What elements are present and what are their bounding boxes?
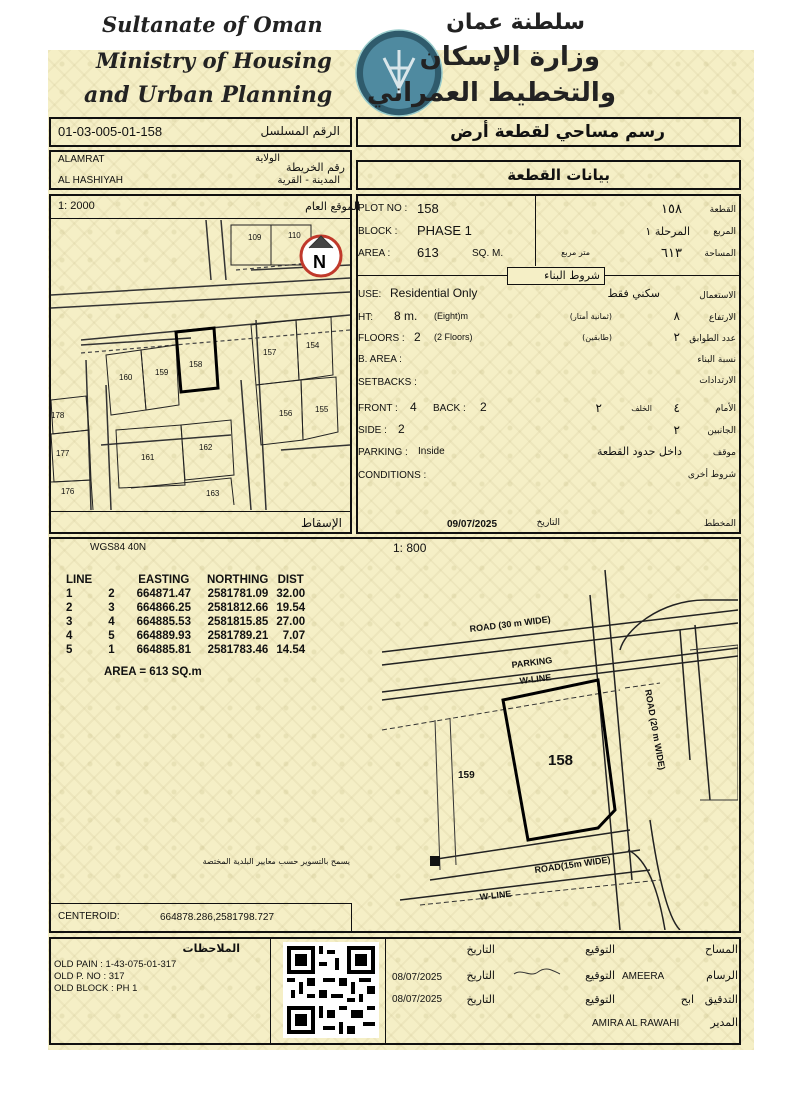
road-bottom-label: ROAD(15m WIDE) xyxy=(533,854,612,875)
parking-label-map: PARKING xyxy=(511,655,553,670)
coord-from: 2 xyxy=(66,602,73,614)
svg-text:154: 154 xyxy=(306,341,320,350)
key-plan-map xyxy=(51,220,350,510)
front-ar-value: ٤ xyxy=(673,401,680,415)
coord-header-northing: NORTHING xyxy=(206,574,269,586)
serial-label: الرقم المسلسل xyxy=(260,124,340,138)
surveyor-label: المساح xyxy=(704,943,738,956)
wilayat-label: الولاية xyxy=(255,153,280,164)
building-conditions-title: شروط البناء xyxy=(544,269,600,282)
coord-row xyxy=(62,629,309,643)
side-ar-value: ٢ xyxy=(673,423,680,437)
coord-to: 3 xyxy=(108,602,115,614)
draftsman-value: AMEERA xyxy=(622,971,665,982)
block-label: BLOCK : xyxy=(358,226,398,237)
map-no-label: رقم الخريطة xyxy=(286,161,345,174)
centeroid-side xyxy=(351,903,352,931)
main-plot-number: 158 xyxy=(548,752,574,769)
block-ar-label: المربع xyxy=(713,227,736,237)
surveyor-signature-label: التوقيع xyxy=(585,943,615,956)
checker-signature-label: التوقيع xyxy=(585,993,615,1006)
header-ar-line3: والتخطيط العمراني xyxy=(367,78,616,108)
draftsman-date-label: التاريخ xyxy=(466,969,495,982)
projection-value: WGS84 40N xyxy=(90,542,147,553)
area-unit: SQ. M. xyxy=(472,248,504,259)
remarks-title: الملاحظات xyxy=(182,942,240,955)
height-words: (Eight)m xyxy=(434,311,469,321)
checker-label: التدقيق xyxy=(704,993,738,1006)
header-en-line1: Sultanate of Oman xyxy=(102,12,323,37)
svg-text:178: 178 xyxy=(51,411,65,420)
qr-divider xyxy=(385,939,386,1043)
coord-easting: 664889.93 xyxy=(136,630,191,642)
svg-text:177: 177 xyxy=(56,449,70,458)
setbacks-label: SETBACKS : xyxy=(358,377,417,388)
centeroid-value: 664878.286,2581798.727 xyxy=(160,912,275,923)
coord-header-dist: DIST xyxy=(277,574,304,586)
floors-ar-label: عدد الطوابق xyxy=(689,334,736,344)
svg-text:162: 162 xyxy=(199,443,213,452)
main-site-plan xyxy=(360,560,738,930)
north-letter: N xyxy=(313,252,326,272)
coord-easting: 664885.53 xyxy=(136,616,191,628)
w-line-bottom-label: W-LINE xyxy=(479,888,512,902)
centeroid-divider xyxy=(51,903,351,904)
height-ar-value: ٨ xyxy=(673,309,680,323)
coord-header-easting: EASTING xyxy=(138,574,190,586)
key-plan-footer-divider xyxy=(51,511,350,512)
header-ar-line2: وزارة الإسكان xyxy=(419,42,600,72)
coord-easting: 664871.47 xyxy=(136,588,191,600)
use-ar-label: الاستعمال xyxy=(699,291,736,301)
director-value: AMIRA AL RAWAHI xyxy=(592,1018,680,1029)
coord-header-blank xyxy=(96,573,118,587)
front-ar-label: الأمام xyxy=(715,404,736,414)
back-ar-label: الخلف xyxy=(631,404,652,413)
draftsman-signature-label: التوقيع xyxy=(585,969,615,982)
coord-from: 5 xyxy=(66,644,73,656)
planner-label: المخطط xyxy=(703,519,736,529)
coord-row xyxy=(62,587,309,601)
checker-date: 08/07/2025 xyxy=(392,994,443,1005)
key-plan-header-divider xyxy=(51,218,350,219)
b-area-label: B. AREA : xyxy=(358,354,402,365)
plot-data-title: بيانات القطعة xyxy=(507,166,610,184)
svg-text:110: 110 xyxy=(288,231,301,240)
document-title: رسم مساحي لقطعة أرض xyxy=(450,122,665,142)
checker-value: ابح xyxy=(680,993,694,1006)
parking-value: Inside xyxy=(418,446,445,457)
checker-date-label: التاريخ xyxy=(466,993,495,1006)
parking-label: PARKING : xyxy=(358,447,408,458)
parking-ar-label: موقف xyxy=(712,448,736,458)
parking-ar-value: داخل حدود القطعة xyxy=(596,445,682,458)
coord-dist: 32.00 xyxy=(276,588,306,600)
svg-text:176: 176 xyxy=(61,487,75,496)
draftsman-signature-mark xyxy=(512,966,562,980)
remarks-line2: OLD P. NO : 317 xyxy=(54,971,125,982)
town-label: المدينة - القرية xyxy=(277,175,340,186)
area-ar-unit: متر مربع xyxy=(561,248,590,257)
w-line-top-label: W-LINE xyxy=(519,672,552,686)
use-value: Residential Only xyxy=(390,286,478,300)
coordinates-table xyxy=(62,573,309,657)
director-label: المدير xyxy=(710,1016,738,1029)
coord-northing: 2581815.85 xyxy=(207,616,269,628)
svg-text:159: 159 xyxy=(155,368,169,377)
coord-dist: 27.00 xyxy=(276,616,306,628)
svg-text:160: 160 xyxy=(119,373,133,382)
svg-text:163: 163 xyxy=(206,489,220,498)
block-ar-value: المرحلة ١ xyxy=(645,225,690,238)
centeroid-label: CENTEROID: xyxy=(58,911,120,922)
coord-to: 2 xyxy=(108,588,115,600)
floors-value: 2 xyxy=(414,330,421,344)
plot-no-ar-value: ١٥٨ xyxy=(661,202,682,217)
key-plan-scale: 1: 2000 xyxy=(58,200,95,212)
height-ar-words: (ثمانية أمتار) xyxy=(569,312,612,321)
area-value: 613 xyxy=(417,245,439,260)
plot-no-ar-label: القطعة xyxy=(709,205,736,215)
remarks-line1: OLD PAIN : 1-43-075-01-317 xyxy=(54,959,177,970)
back-label: BACK : xyxy=(433,403,466,414)
coord-northing: 2581781.09 xyxy=(207,588,269,600)
coord-northing: 2581783.46 xyxy=(207,644,269,656)
adjacent-plot-number: 159 xyxy=(458,770,475,781)
side-ar-label: الجانبين xyxy=(707,426,736,436)
plot-no-label: PLOT NO : xyxy=(358,203,408,214)
floors-ar-words: (طابقين) xyxy=(582,333,612,342)
coord-area-text: AREA = 613 SQ.m xyxy=(104,666,202,678)
key-plan-label: الموقع العام xyxy=(305,200,360,213)
coord-dist: 7.07 xyxy=(282,630,306,642)
svg-text:157: 157 xyxy=(263,348,277,357)
back-ar-value: ٢ xyxy=(595,401,602,415)
fencing-note: يسمح بالتسوير حسب معايير البلدية المختصة xyxy=(202,857,350,866)
header-ar-line1: سلطنة عمان xyxy=(446,10,585,35)
coord-easting: 664866.25 xyxy=(136,602,191,614)
b-area-ar-label: نسبة البناء xyxy=(697,355,736,365)
side-label: SIDE : xyxy=(358,425,387,436)
coord-from: 4 xyxy=(66,630,73,642)
height-ar-label: الارتفاع xyxy=(708,313,736,323)
coord-dist: 19.54 xyxy=(276,602,306,614)
front-value: 4 xyxy=(410,400,417,414)
height-label: HT: xyxy=(358,312,373,323)
conditions-label: CONDITIONS : xyxy=(358,470,427,481)
plot-info-divider xyxy=(535,196,536,266)
draftsman-label: الرسام xyxy=(706,969,738,982)
block-value: PHASE 1 xyxy=(417,223,472,238)
svg-text:156: 156 xyxy=(279,409,293,418)
wilayat-value: ALAMRAT xyxy=(58,154,105,165)
coord-easting: 664885.81 xyxy=(136,644,191,656)
road-top-label: ROAD (30 m WIDE) xyxy=(469,614,552,634)
svg-text:155: 155 xyxy=(315,405,329,414)
remarks-divider xyxy=(270,939,271,1043)
plot-info-box xyxy=(356,194,741,534)
floors-label: FLOORS : xyxy=(358,333,405,344)
plot-no-value: 158 xyxy=(417,201,439,216)
road-right-label: ROAD (20 m WIDE) xyxy=(643,688,668,771)
coord-to: 1 xyxy=(108,644,115,656)
coord-row xyxy=(62,643,309,657)
serial-value: 01-03-005-01-158 xyxy=(58,124,163,139)
svg-text:161: 161 xyxy=(141,453,155,462)
planner-date-label: التاريخ xyxy=(536,518,560,528)
header-en-line3: and Urban Planning xyxy=(84,82,333,108)
town-value: AL HASHIYAH xyxy=(58,175,124,186)
coord-row xyxy=(62,601,309,615)
conditions-ar-label: شروط أخرى xyxy=(687,470,736,480)
height-value: 8 m. xyxy=(394,309,418,323)
qr-code-icon xyxy=(283,942,379,1038)
header-en-line2: Ministry of Housing xyxy=(96,48,332,73)
svg-text:109: 109 xyxy=(248,233,262,242)
side-value: 2 xyxy=(398,422,405,436)
surveyor-date-label: التاريخ xyxy=(466,943,495,956)
remarks-line3: OLD BLOCK : PH 1 xyxy=(54,983,138,994)
coord-from: 1 xyxy=(66,588,73,600)
front-label: FRONT : xyxy=(358,403,398,414)
north-arrow-icon xyxy=(301,236,341,276)
coord-northing: 2581789.21 xyxy=(207,630,269,642)
back-value: 2 xyxy=(480,400,487,414)
draftsman-date: 08/07/2025 xyxy=(392,972,443,983)
coord-header-line: LINE xyxy=(66,574,93,586)
coord-to: 5 xyxy=(108,630,115,642)
coord-northing: 2581812.66 xyxy=(207,602,269,614)
coord-dist: 14.54 xyxy=(276,644,306,656)
coord-from: 3 xyxy=(66,616,73,628)
setbacks-ar-label: الارتدادات xyxy=(699,376,736,386)
area-ar-label: المساحة xyxy=(704,249,736,259)
use-ar-value: سكني فقط xyxy=(607,287,660,300)
area-label: AREA : xyxy=(358,248,391,259)
svg-text:158: 158 xyxy=(189,360,203,369)
projection-label: الإسقاط xyxy=(300,516,342,530)
floors-ar-value: ٢ xyxy=(673,330,680,344)
planner-date: 09/07/2025 xyxy=(447,519,498,530)
coord-to: 4 xyxy=(108,616,115,628)
floors-words: (2 Floors) xyxy=(434,332,473,342)
main-map-scale: 1: 800 xyxy=(393,541,427,555)
coord-row xyxy=(62,615,309,629)
use-label: USE: xyxy=(358,289,382,300)
area-ar-value: ٦١٣ xyxy=(661,246,682,261)
